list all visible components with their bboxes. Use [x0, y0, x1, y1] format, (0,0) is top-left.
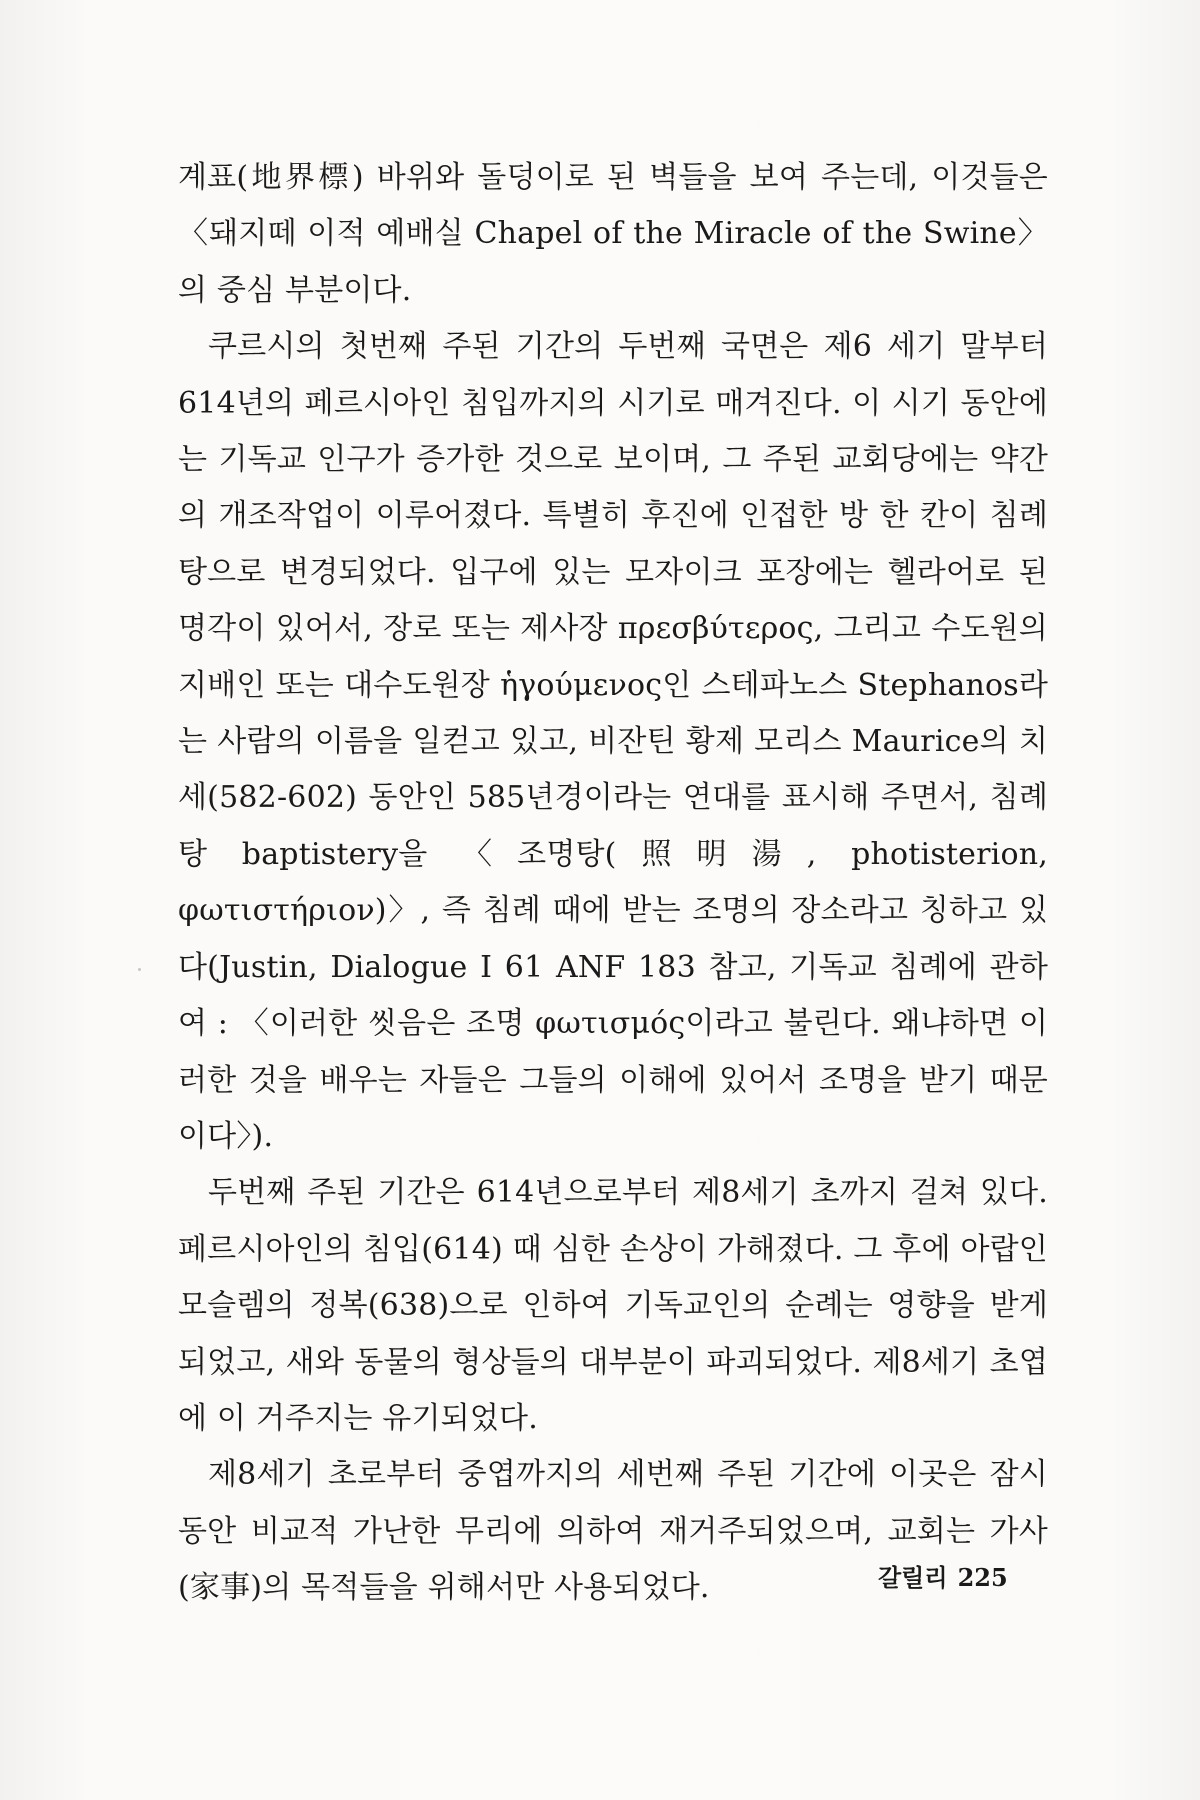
- page-footer: [878, 1558, 1008, 1593]
- running-title: 갈릴리: [878, 1563, 948, 1592]
- paragraph-1: 계표(地界標) 바위와 돌덩이로 된 벽들을 보여 주는데, 이것들은 〈돼지떼 이적 예배실 Chapel of the Miracle of the Swine〉의 중심 부분이다.: [178, 160, 1048, 308]
- paragraph-3: 두번째 주된 기간은 614년으로부터 제8세기 초까지 걸쳐 있다. 페르시아인의 침입(614) 때 심한 손상이 가해졌다. 그 후에 아랍인 모슬렘의 정복(638)으로 인하여 기독교인의 순례는 영향을 받게 되었고, 새와 동물의 형상들의 대부분이 파괴되었다. 제8세기 초엽에 이 거주지는 유기되었다.: [178, 1175, 1048, 1436]
- scan-speck: [138, 968, 141, 971]
- paragraph-4: 제8세기 초로부터 중엽까지의 세번째 주된 기간에 이곳은 잠시 동안 비교적 가난한 무리에 의하여 재거주되었으며, 교회는 가사(家事)의 목적들을 위해서만 사용되었다.: [178, 1457, 1048, 1606]
- page-number: 225: [957, 1563, 1008, 1592]
- paragraph-2: 쿠르시의 첫번째 주된 기간의 두번째 국면은 제6 세기 말부터 614년의 페르시아인 침입까지의 시기로 매겨진다. 이 시기 동안에는 기독교 인구가 증가한 것으로 보이며, 그 주된 교회당에는 약간의 개조작업이 이루어졌다. 특별히 후진에 인접한 방 한 칸이 침례탕으로 변경되었다. 입구에 있는 모자이크 포장에는 헬라어로 된 명각이 있어서, 장로 또는 제사장 πρεσβύτερος, 그리고 수도원의 지배인 또는 대수도원장 ἡγούμενος인 스테파노스 Stephanos라는 사람의 이름을 일컫고 있고, 비잔틴 황제 모리스 Maurice의 치세(582-602) 동안인 585년경이라는 연대를 표시해 주면서, 침례탕 baptistery을 〈조명탕(照明湯, photisterion, φωτιστήριον)〉, 즉 침례 때에 받는 조명의 장소라고 칭하고 있다(Justin, Dialogue I 61 ANF 183 참고, 기독교 침례에 관하여 : 〈이러한 씻음은 조명 φωτισμός이라고 불린다. 왜냐하면 이러한 것을 배우는 자들은 그들의 이해에 있어서 조명을 받기 때문이다〉).: [178, 329, 1048, 1154]
- body-text: [178, 150, 1048, 1617]
